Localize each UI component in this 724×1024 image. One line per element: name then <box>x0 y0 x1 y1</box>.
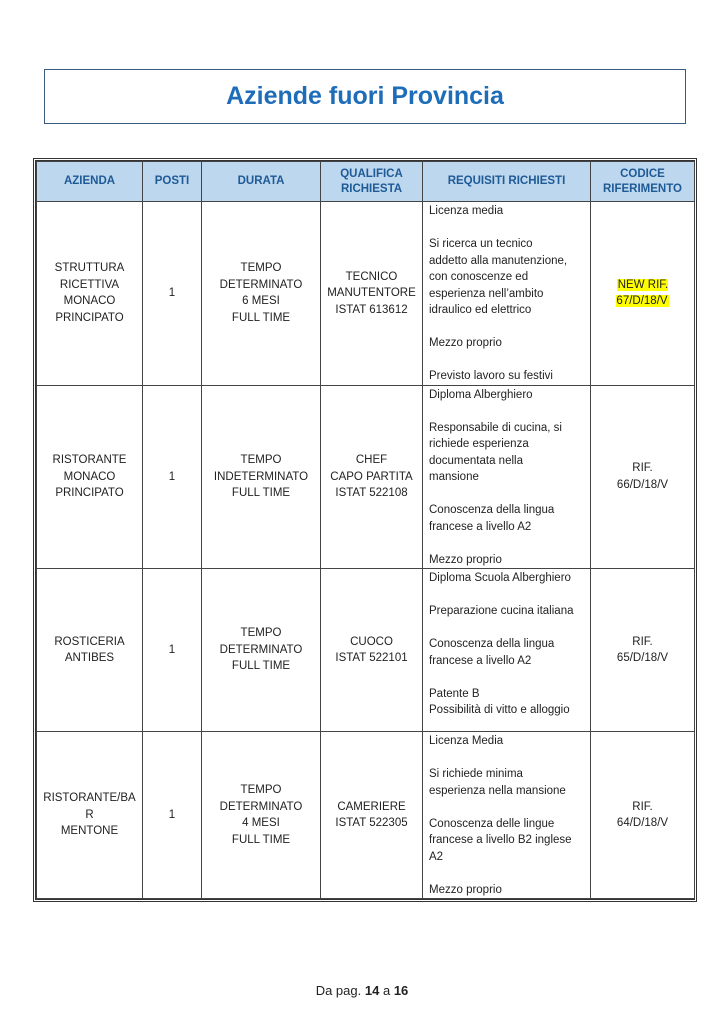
cell-posti: 1 <box>143 385 202 569</box>
cell-codice <box>591 569 695 732</box>
requisito-line: Licenza media <box>429 205 504 217</box>
requisito-line: esperienza nell’ambito <box>429 287 544 300</box>
table-header-row <box>37 162 695 202</box>
requisito-line <box>429 620 586 637</box>
cell-azienda: RISTORANTE/BA R MENTONE <box>37 732 143 899</box>
title-box <box>44 69 686 124</box>
requisito-line: Diploma Alberghiero <box>429 388 533 401</box>
requisito-line: Mezzo proprio <box>429 553 502 566</box>
page-footer <box>0 983 724 998</box>
table-row <box>37 569 695 732</box>
table-row <box>37 202 695 386</box>
requisito-line: Si ricerca un tecnico <box>429 238 533 250</box>
requisito-line: addetto alla manutenzione, <box>429 254 568 267</box>
requisito-line: documentata nella <box>429 454 523 467</box>
cell-azienda: RISTORANTE MONACO PRINCIPATO <box>37 385 143 569</box>
footer-separator: a <box>382 983 391 998</box>
cell-azienda: ROSTICERIA ANTIBES <box>37 569 143 732</box>
jobs-table <box>36 161 695 899</box>
cell-posti: 1 <box>143 569 202 732</box>
requisito-line <box>429 403 586 420</box>
jobs-table-container <box>33 158 697 902</box>
cell-codice <box>591 385 695 569</box>
footer-prefix: Da pag. <box>315 983 362 998</box>
requisito-line: esperienza nella mansione <box>429 784 566 797</box>
requisito-line <box>429 486 586 503</box>
header-qualifica: QUALIFICA RICHIESTA <box>321 162 423 202</box>
header-azienda: AZIENDA <box>37 162 143 202</box>
requisito-line: con conoscenze ed <box>429 271 529 283</box>
requisito-line: mansione <box>429 471 479 483</box>
requisito-line <box>429 352 586 369</box>
cell-posti: 1 <box>143 202 202 386</box>
requisito-line: Conoscenza delle lingue <box>429 817 555 830</box>
codice-text: RIF. 66/D/18/V <box>616 462 669 491</box>
requisito-line: Possibilità di vitto e alloggio <box>429 704 570 716</box>
codice-highlighted: NEW RIF. 67/D/18/V <box>616 278 669 308</box>
cell-requisiti <box>423 569 591 732</box>
codice-text: RIF. 65/D/18/V <box>616 635 669 664</box>
header-durata: DURATA <box>202 162 321 202</box>
requisito-line: Mezzo proprio <box>429 337 502 349</box>
requisito-line: richiede esperienza <box>429 438 529 450</box>
cell-durata: TEMPO DETERMINATO FULL TIME <box>202 569 321 732</box>
requisito-line <box>429 750 586 767</box>
requisito-line: idraulico ed elettrico <box>429 304 532 316</box>
cell-durata: TEMPO DETERMINATO 6 MESI FULL TIME <box>202 202 321 386</box>
header-requisiti: REQUISITI RICHIESTI <box>423 162 591 202</box>
header-posti: POSTI <box>143 162 202 202</box>
requisito-line <box>429 587 586 604</box>
cell-posti: 1 <box>143 732 202 899</box>
requisito-line: Conoscenza della lingua <box>429 638 555 650</box>
requisito-line: francese a livello A2 <box>429 520 532 533</box>
header-codice: CODICE RIFERIMENTO <box>591 162 695 202</box>
requisito-line: A2 <box>429 850 444 863</box>
requisito-line: Previsto lavoro su festivi <box>429 370 553 382</box>
cell-requisiti <box>423 732 591 899</box>
requisito-line: Licenza Media <box>429 735 504 747</box>
requisito-line: Diploma Scuola Alberghiero <box>429 572 571 584</box>
cell-durata: TEMPO INDETERMINATO FULL TIME <box>202 385 321 569</box>
cell-requisiti <box>423 385 591 569</box>
codice-text: RIF. 64/D/18/V <box>616 800 669 829</box>
cell-azienda: STRUTTURA RICETTIVA MONACO PRINCIPATO <box>37 202 143 386</box>
cell-codice <box>591 732 695 899</box>
cell-requisiti <box>423 202 591 386</box>
requisito-line: francese a livello A2 <box>429 654 532 667</box>
requisito-line <box>429 319 586 336</box>
footer-page-to: 16 <box>393 983 409 998</box>
table-row <box>37 385 695 569</box>
requisito-line <box>429 669 586 686</box>
cell-qualifica: CAMERIERE ISTAT 522305 <box>321 732 423 899</box>
cell-codice <box>591 202 695 386</box>
requisito-line: Preparazione cucina italiana <box>429 605 574 617</box>
cell-qualifica: CHEF CAPO PARTITA ISTAT 522108 <box>321 385 423 569</box>
requisito-line: Conoscenza della lingua <box>429 504 555 516</box>
footer-page-from: 14 <box>364 983 380 998</box>
requisito-line <box>429 865 586 882</box>
cell-durata: TEMPO DETERMINATO 4 MESI FULL TIME <box>202 732 321 899</box>
requisito-line: Si richiede minima <box>429 768 523 780</box>
page-title: Aziende fuori Provincia <box>226 82 504 110</box>
cell-qualifica: CUOCO ISTAT 522101 <box>321 569 423 732</box>
requisito-line: francese a livello B2 inglese <box>429 834 572 846</box>
requisito-line <box>429 220 586 237</box>
requisito-line <box>429 799 586 816</box>
requisito-line: Mezzo proprio <box>429 883 502 896</box>
table-row <box>37 732 695 899</box>
requisito-line: Responsabile di cucina, si <box>429 421 562 434</box>
requisito-line: Patente B <box>429 687 480 700</box>
cell-qualifica: TECNICO MANUTENTORE ISTAT 613612 <box>321 202 423 386</box>
requisito-line <box>429 535 586 552</box>
